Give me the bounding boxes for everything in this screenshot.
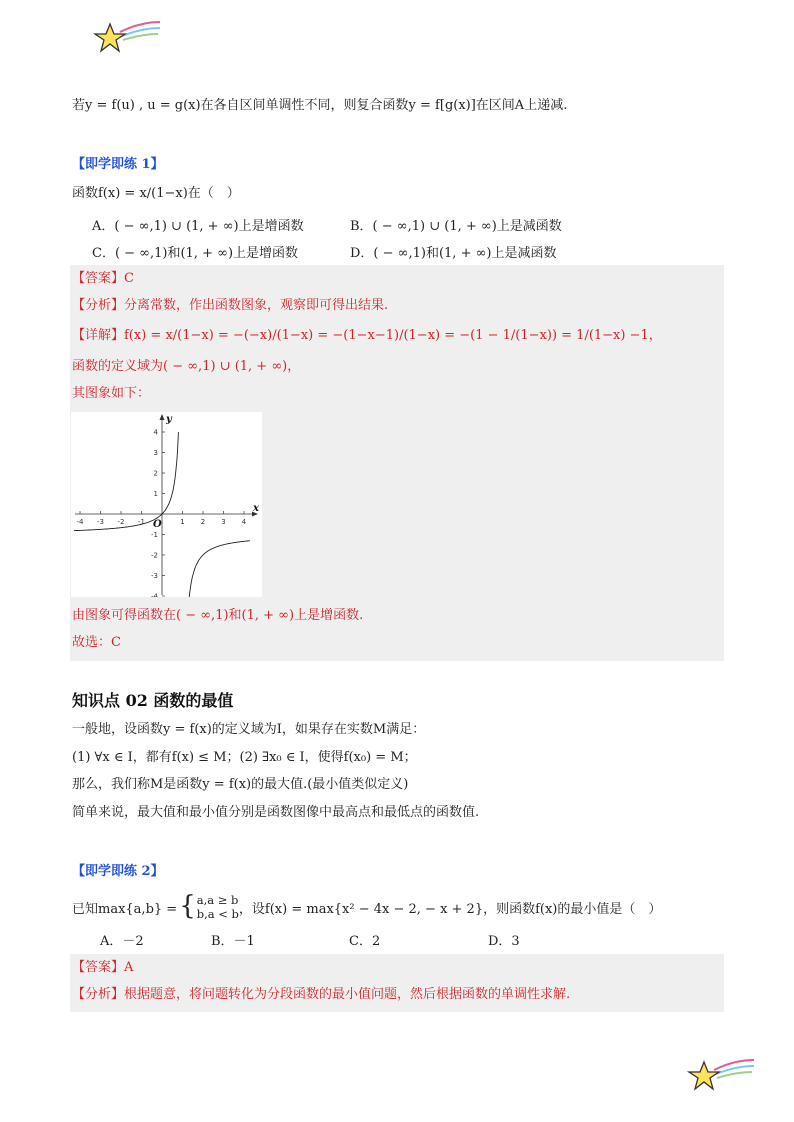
x-tick-label: -2 <box>117 518 125 526</box>
brace-icon: { <box>179 891 196 921</box>
exercise-2-analysis: 【分析】根据题意，将问题转化为分段函数的最小值问题，然后根据函数的单调性求解. <box>72 987 571 1002</box>
exercise-2-question-suffix: ，设f(x) = max{x² − 4x − 2, − x + 2}，则函数f(x)的最小值是（ ） <box>238 901 662 917</box>
exercise-1-option-b: B．( − ∞,1) ∪ (1, + ∞)上是减函数 <box>350 219 562 234</box>
y-tick-label: -3 <box>151 572 158 580</box>
shooting-star-top-icon <box>92 18 164 58</box>
exercise-1-graph-intro: 其图象如下： <box>72 386 151 401</box>
exercise-2-case-1: a,a ≥ b <box>196 893 239 907</box>
y-tick-label: 4 <box>153 428 158 437</box>
exercise-2-answer: 【答案】A <box>72 960 134 975</box>
section-2-line-2: (1) ∀x ∈ I，都有f(x) ≤ M；(2) ∃x₀ ∈ I，使得f(x₀) = M； <box>72 750 417 765</box>
exercise-1-option-c: C．( − ∞,1)和(1, + ∞)上是增函数 <box>92 246 299 261</box>
x-tick-label: -4 <box>76 518 84 526</box>
shooting-star-bottom-icon <box>686 1056 758 1096</box>
y-tick-label: -2 <box>151 551 158 560</box>
exercise-2-option-d: D．3 <box>488 934 520 949</box>
exercise-1-detail: 【详解】f(x) = x/(1−x) = −(−x)/(1−x) = −(1−x−1)/(1−x) = −(1 − 1/(1−x)) = 1/(1−x) −1， <box>72 328 662 343</box>
function-graph-svg <box>71 412 262 597</box>
exercise-1-domain: 函数的定义域为( − ∞,1) ∪ (1, + ∞)， <box>72 359 301 374</box>
exercise-1-answer: 【答案】C <box>72 271 134 286</box>
x-tick-label: 1 <box>180 518 185 526</box>
section-2-line-3: 那么，我们称M是函数y = f(x)的最大值.(最小值类似定义) <box>72 777 409 792</box>
y-tick-label: 3 <box>153 449 158 457</box>
exercise-1-conclusion: 由图象可得函数在( − ∞,1)和(1, + ∞)上是增函数. <box>72 608 364 623</box>
curve-right-branch <box>188 541 250 597</box>
y-tick-label: 2 <box>153 469 158 478</box>
y-tick-label: -1 <box>151 531 158 539</box>
exercise-1-option-d: D．( − ∞,1)和(1, + ∞)上是减函数 <box>350 246 557 261</box>
exercise-2-case-2: b,a < b <box>196 907 239 921</box>
exercise-1-analysis: 【分析】分离常数，作出函数图象，观察即可得出结果. <box>72 298 389 313</box>
exercise-2-option-c: C．2 <box>349 934 381 949</box>
y-tick-label: -4 <box>151 592 158 597</box>
exercise-2-option-a: A．－2 <box>100 934 144 949</box>
function-graph <box>71 412 262 597</box>
y-axis-arrow <box>160 414 165 420</box>
section-2-line-4: 简单来说，最大值和最小值分别是函数图像中最高点和最低点的函数值. <box>72 805 480 820</box>
x-tick-label: 3 <box>221 518 226 526</box>
x-tick-label: 2 <box>200 518 206 526</box>
exercise-2-question-prefix: 已知max{a,b} = <box>72 901 178 917</box>
section-2-line-1: 一般地，设函数y = f(x)的定义域为I，如果存在实数M满足： <box>72 722 426 737</box>
x-tick-label: 4 <box>241 518 247 526</box>
exercise-1-choice: 故选：C <box>72 635 121 650</box>
exercise-1-tag: 【即学即练 1】 <box>72 157 164 172</box>
x-tick-label: -1 <box>138 518 145 526</box>
x-axis-label: x <box>253 503 259 514</box>
section-2-title: 知识点 02 函数的最值 <box>72 691 234 710</box>
exercise-1-option-a: A．( − ∞,1) ∪ (1, + ∞)上是增函数 <box>92 219 304 234</box>
exercise-2-option-b: B．－1 <box>211 934 255 949</box>
curve-left-branch <box>74 432 178 531</box>
origin-label: O <box>153 519 162 530</box>
x-tick-label: -3 <box>97 518 104 526</box>
y-axis-label: y <box>166 414 172 425</box>
exercise-2-question <box>72 890 661 924</box>
intro-line: 若y = f(u) , u = g(x)在各自区间单调性不同，则复合函数y = f[g(x)]在区间A上递减. <box>72 98 568 113</box>
exercise-2-tag: 【即学即练 2】 <box>72 864 164 879</box>
y-tick-label: 1 <box>153 490 158 498</box>
exercise-1-question: 函数f(x) = x/(1−x)在（ ） <box>72 186 240 201</box>
